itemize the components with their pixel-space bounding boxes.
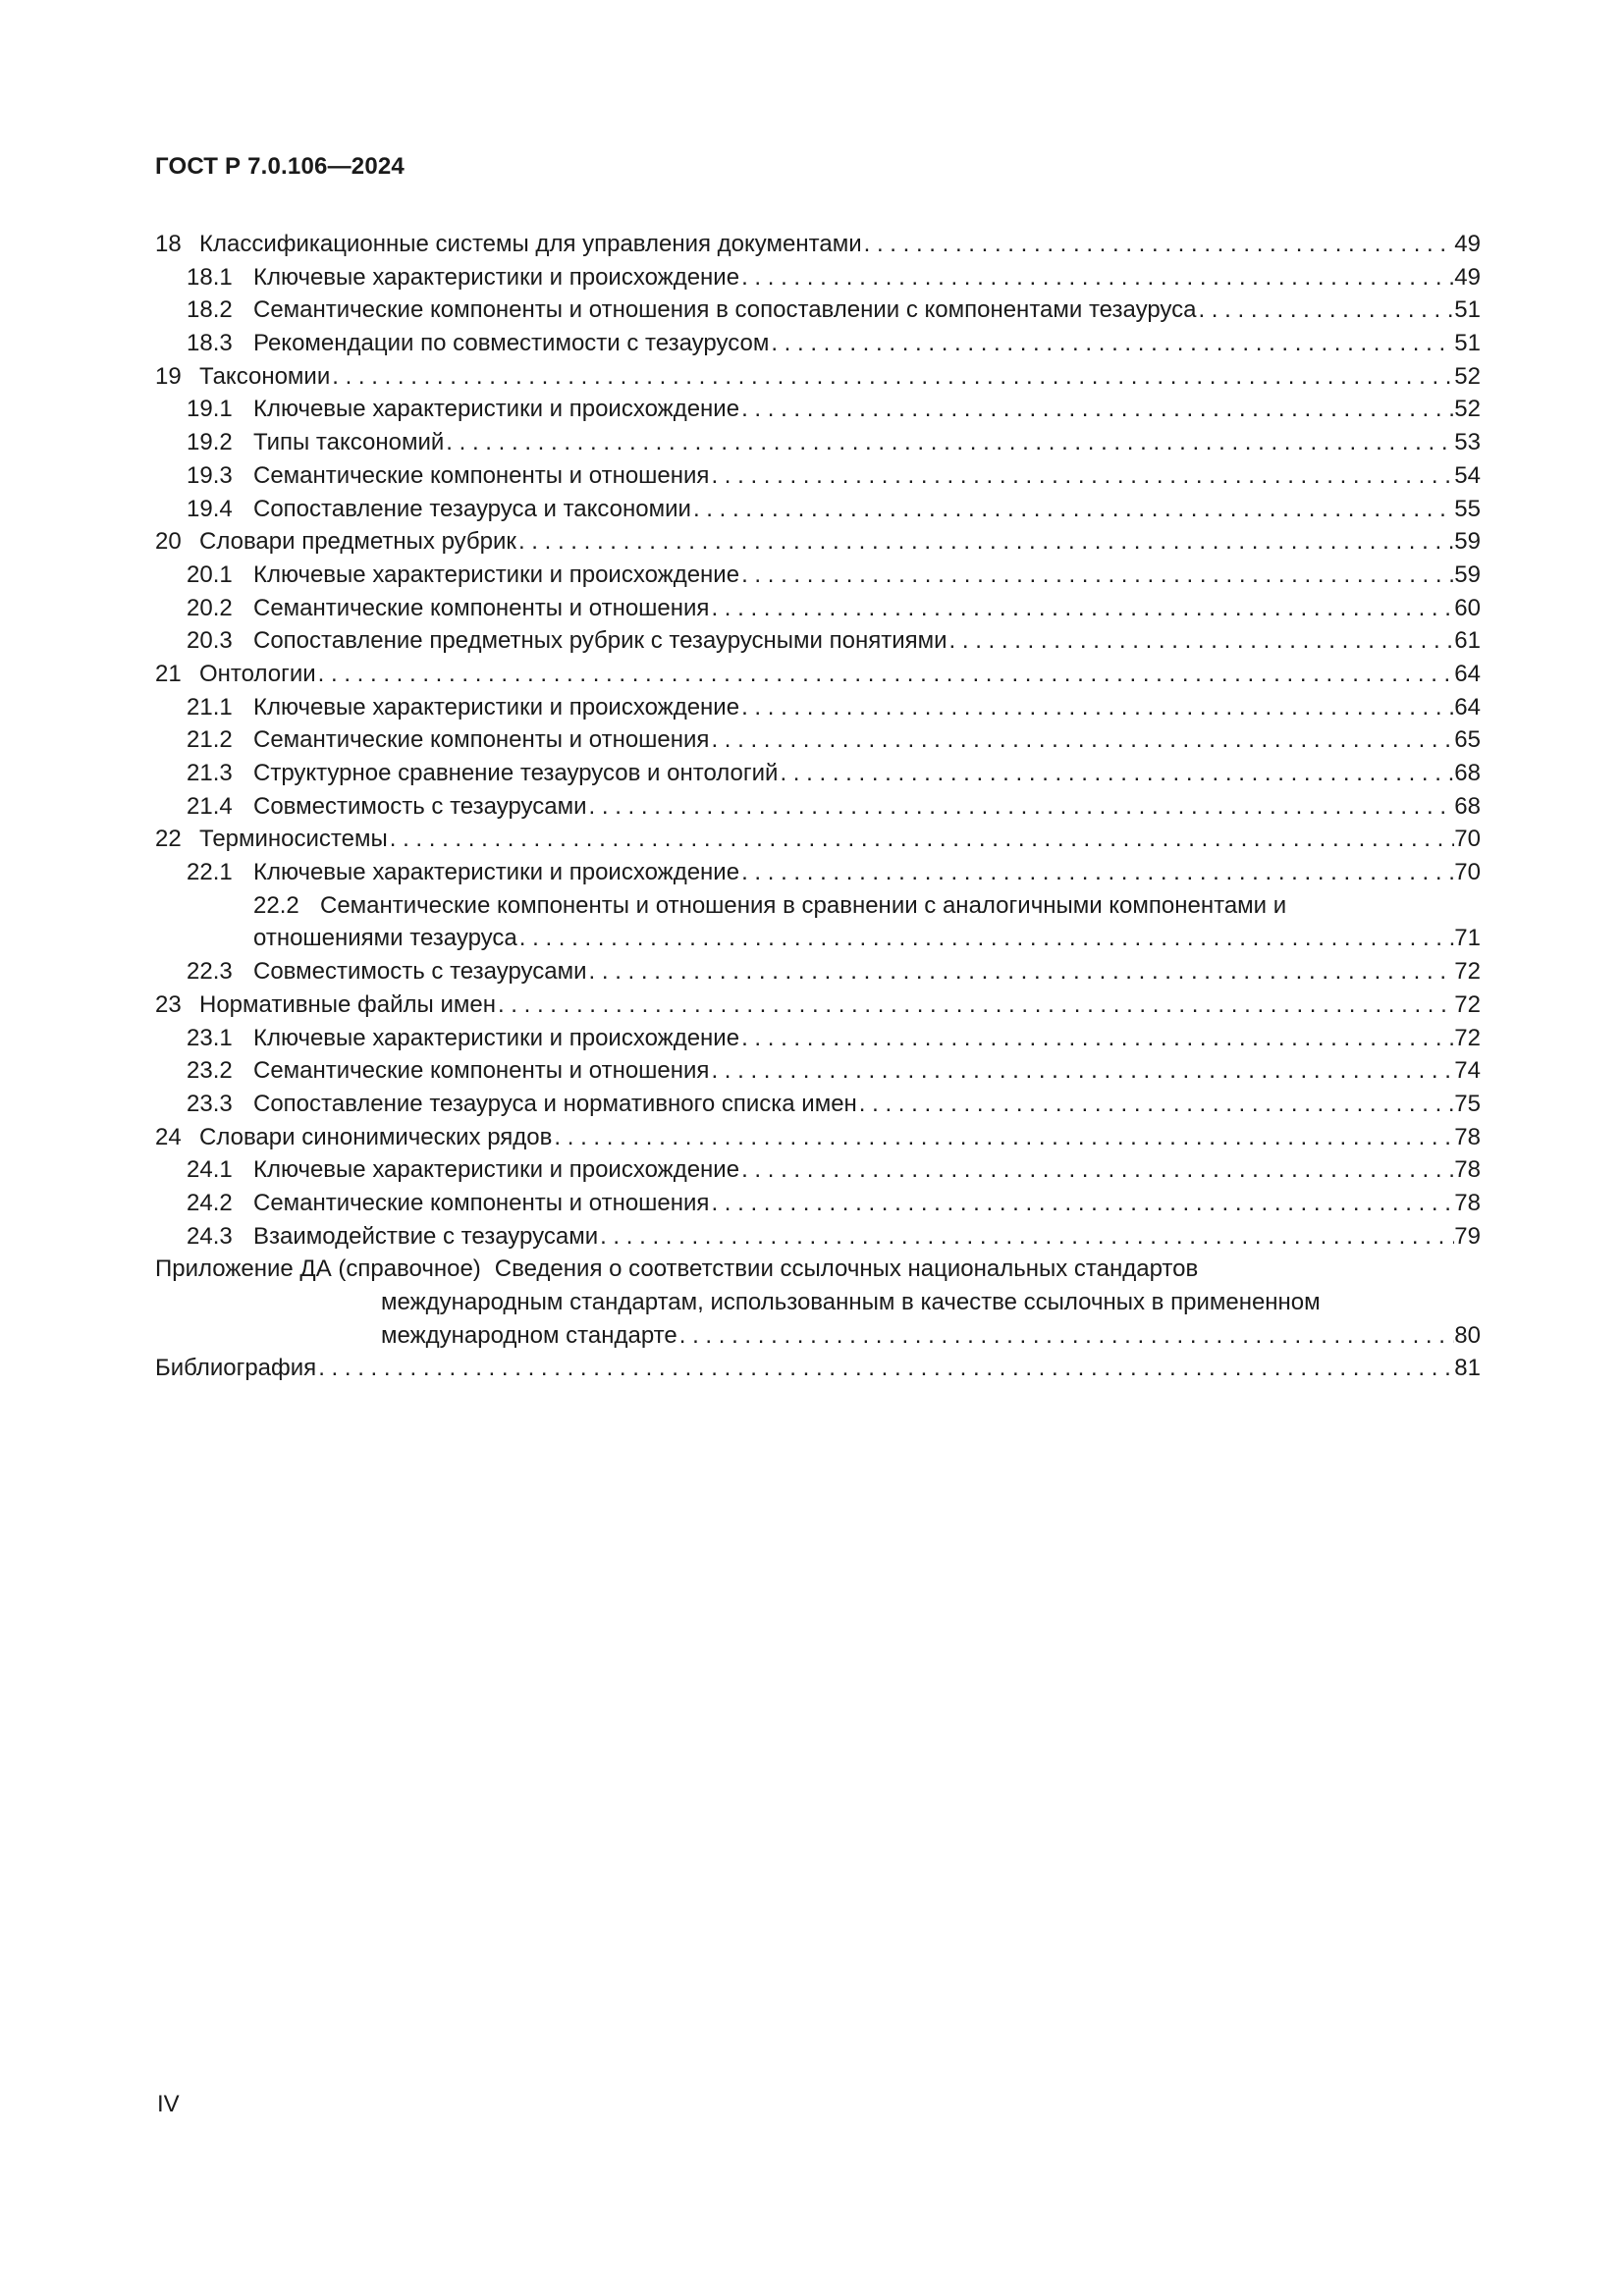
dot-leader xyxy=(598,1220,1454,1254)
dot-leader xyxy=(388,823,1455,856)
toc-entry-number: 23.3 xyxy=(187,1090,233,1117)
dot-leader xyxy=(517,922,1455,955)
toc-entry-title: Ключевые характеристики и происхождение xyxy=(253,693,740,721)
dot-leader xyxy=(739,691,1454,724)
toc-entry-title: Семантические компоненты и отношения xyxy=(253,726,710,754)
toc-entry-number: 19.2 xyxy=(187,429,233,456)
dot-leader xyxy=(862,228,1455,261)
dot-leader xyxy=(739,559,1454,592)
toc-entry-page: 72 xyxy=(1454,958,1481,986)
toc-entry-page: 54 xyxy=(1454,461,1481,489)
toc-entry-title: Ключевые характеристики и происхождение xyxy=(253,1156,740,1184)
toc-entry-number: 24.2 xyxy=(187,1189,233,1216)
toc-entry-18-1[interactable] xyxy=(155,261,1481,294)
toc-entry-title: Терминосистемы xyxy=(199,826,388,853)
toc-entry-title: Словари предметных рубрик xyxy=(199,528,516,556)
toc-entry-20-3[interactable] xyxy=(155,624,1481,658)
toc-entry-title: Таксономии xyxy=(199,362,331,390)
toc-entry-title: Словари синонимических рядов xyxy=(199,1123,553,1150)
toc-entry-23[interactable] xyxy=(155,988,1481,1022)
toc-entry-title: Семантические компоненты и отношения в сопоставлении с компонентами тезауруса xyxy=(253,296,1197,324)
toc-entry-page: 72 xyxy=(1454,1024,1481,1051)
toc-entry-title: Рекомендации по совместимости с тезаурусом xyxy=(253,330,770,357)
toc-entry-number: 20 xyxy=(155,528,182,556)
toc-entry-number: 18.2 xyxy=(187,296,233,324)
toc-entry-number: 23.2 xyxy=(187,1057,233,1085)
dot-leader xyxy=(769,327,1454,360)
toc-entry-page: 74 xyxy=(1454,1057,1481,1085)
dot-leader xyxy=(709,592,1454,625)
toc-entry-title: Структурное сравнение тезаурусов и онтологий xyxy=(253,760,779,786)
toc-entry-23-3[interactable] xyxy=(155,1088,1481,1121)
toc-entry-title: Ключевые характеристики и происхождение xyxy=(253,859,740,886)
toc-entry-page: 78 xyxy=(1454,1156,1481,1184)
toc-entry-21-4[interactable] xyxy=(155,790,1481,824)
toc-entry-18-2[interactable] xyxy=(155,294,1481,327)
dot-leader xyxy=(739,1153,1454,1187)
toc-entry-page: 51 xyxy=(1454,296,1481,324)
toc-entry-title: Ключевые характеристики и происхождение xyxy=(253,263,740,291)
toc-entry-title: Ключевые характеристики и происхождение xyxy=(253,561,740,588)
toc-entry-number: 22 xyxy=(155,826,182,853)
toc-entry-number: 24.1 xyxy=(187,1156,233,1184)
toc-entry-page: 53 xyxy=(1454,429,1481,456)
dot-leader xyxy=(587,790,1455,824)
toc-entry-page: 61 xyxy=(1454,627,1481,655)
toc-entry-page: 64 xyxy=(1454,693,1481,721)
toc-entry-20-2[interactable] xyxy=(155,592,1481,625)
toc-entry-24[interactable] xyxy=(155,1121,1481,1154)
toc-entry-page: 49 xyxy=(1454,263,1481,291)
toc-entry-title: Классификационные системы для управления документами xyxy=(199,231,862,257)
toc-entry-number: 22.2 xyxy=(253,891,299,919)
dot-leader xyxy=(947,624,1455,658)
toc-entry-20[interactable] xyxy=(155,525,1481,559)
toc-entry-title: Взаимодействие с тезаурусами xyxy=(253,1222,599,1250)
dot-leader xyxy=(516,525,1454,559)
toc-entry-page: 52 xyxy=(1454,362,1481,390)
dot-leader xyxy=(739,261,1454,294)
toc-entry-20-1[interactable] xyxy=(155,559,1481,592)
toc-entry-24-1[interactable] xyxy=(155,1153,1481,1187)
toc-entry-21-1[interactable] xyxy=(155,691,1481,724)
toc-entry-19-3[interactable] xyxy=(155,459,1481,493)
toc-entry-title: Нормативные файлы имен xyxy=(199,990,496,1018)
table-of-contents xyxy=(155,228,1481,1385)
toc-entry-page: 72 xyxy=(1454,990,1481,1018)
toc-entry-24-2[interactable] xyxy=(155,1187,1481,1220)
dot-leader xyxy=(587,955,1455,988)
toc-entry-page: 78 xyxy=(1454,1189,1481,1216)
dot-leader xyxy=(739,1022,1454,1055)
dot-leader xyxy=(691,493,1454,526)
toc-entry-title: Сопоставление предметных рубрик с тезаурусными понятиями xyxy=(253,627,947,655)
page-number: IV xyxy=(157,2091,180,2117)
toc-entry-page: 80 xyxy=(1454,1321,1481,1349)
dot-leader xyxy=(677,1319,1455,1353)
toc-entry-19-2[interactable] xyxy=(155,426,1481,459)
toc-entry-title: Семантические компоненты и отношения xyxy=(253,1057,710,1085)
toc-entry-22[interactable] xyxy=(155,823,1481,856)
toc-entry-page: 59 xyxy=(1454,561,1481,588)
dot-leader xyxy=(316,658,1455,691)
toc-block-2 xyxy=(155,955,1481,1253)
toc-entry-number: 20.3 xyxy=(187,627,233,655)
toc-entry-number: 24.3 xyxy=(187,1222,233,1250)
toc-entry-page: 59 xyxy=(1454,528,1481,556)
toc-entry-24-3[interactable] xyxy=(155,1220,1481,1254)
toc-entry-number: 22.3 xyxy=(187,958,233,986)
toc-entry-number: 23.1 xyxy=(187,1024,233,1051)
toc-entry-number: 21.1 xyxy=(187,693,233,721)
toc-entry-number: 21 xyxy=(155,660,182,687)
toc-entry-page: 78 xyxy=(1454,1123,1481,1150)
dot-leader xyxy=(739,856,1454,889)
toc-entry-bibliography[interactable] xyxy=(155,1352,1481,1385)
toc-entry-number: 19.3 xyxy=(187,461,233,489)
toc-entry-19-1[interactable] xyxy=(155,393,1481,426)
toc-entry-number: 18 xyxy=(155,231,182,257)
toc-entry-appendix[interactable] xyxy=(155,1253,1481,1352)
toc-entry-number: 18.3 xyxy=(187,330,233,357)
toc-entry-title: Совместимость с тезаурусами xyxy=(253,958,587,986)
toc-entry-title: Сопоставление тезауруса и нормативного списка имен xyxy=(253,1090,857,1117)
toc-entry-18-3[interactable] xyxy=(155,327,1481,360)
toc-entry-23-1[interactable] xyxy=(155,1022,1481,1055)
dot-leader xyxy=(709,459,1454,493)
toc-entry-title: Онтологии xyxy=(199,660,316,687)
toc-entry-number: 20.1 xyxy=(187,561,233,588)
appendix-title-line-3: международном стандарте xyxy=(381,1321,677,1349)
appendix-label: Приложение ДА (справочное) xyxy=(155,1255,481,1283)
toc-entry-22-3[interactable] xyxy=(155,955,1481,988)
toc-entry-title: Ключевые характеристики и происхождение xyxy=(253,396,740,423)
toc-entry-19-4[interactable] xyxy=(155,493,1481,526)
toc-entry-page: 79 xyxy=(1454,1222,1481,1250)
toc-entry-page: 68 xyxy=(1454,760,1481,786)
toc-entry-22-2[interactable] xyxy=(155,889,1481,955)
dot-leader xyxy=(709,1187,1454,1220)
toc-entry-18[interactable] xyxy=(155,228,1481,261)
toc-entry-title-continuation: отношениями тезауруса xyxy=(253,925,517,952)
toc-entry-number: 20.2 xyxy=(187,594,233,621)
toc-entry-title: Семантические компоненты и отношения xyxy=(253,1189,710,1216)
toc-entry-page: 49 xyxy=(1454,231,1481,257)
toc-entry-title: Сопоставление тезауруса и таксономии xyxy=(253,495,691,522)
toc-entry-21-2[interactable] xyxy=(155,723,1481,757)
dot-leader xyxy=(857,1088,1455,1121)
toc-entry-page: 51 xyxy=(1454,330,1481,357)
dot-leader xyxy=(709,723,1454,757)
toc-entry-number: 19 xyxy=(155,362,182,390)
toc-entry-page: 70 xyxy=(1454,859,1481,886)
toc-entry-title: Библиография xyxy=(155,1355,317,1382)
toc-entry-page: 64 xyxy=(1454,660,1481,687)
dot-leader xyxy=(778,757,1454,790)
toc-entry-number: 22.1 xyxy=(187,859,233,886)
dot-leader xyxy=(316,1352,1454,1385)
dot-leader xyxy=(552,1121,1454,1154)
toc-entry-title: Совместимость с тезаурусами xyxy=(253,792,587,820)
toc-entry-title: Семантические компоненты и отношения xyxy=(253,594,710,621)
toc-entry-page: 55 xyxy=(1454,495,1481,522)
appendix-title-line-2: международным стандартам, использованным в качестве ссылочных в примененном xyxy=(381,1289,1321,1315)
dot-leader xyxy=(709,1054,1454,1088)
dot-leader xyxy=(739,393,1454,426)
toc-entry-title: Семантические компоненты и отношения в сравнении с аналогичными компонентами и xyxy=(320,891,1287,919)
toc-entry-page: 81 xyxy=(1454,1355,1481,1382)
dot-leader xyxy=(444,426,1454,459)
toc-entry-number: 21.2 xyxy=(187,726,233,754)
toc-entry-number: 24 xyxy=(155,1123,182,1150)
toc-entry-page: 60 xyxy=(1454,594,1481,621)
toc-entry-number: 21.3 xyxy=(187,760,233,786)
document-code: ГОСТ Р 7.0.106—2024 xyxy=(155,153,405,180)
toc-entry-number: 19.4 xyxy=(187,495,233,522)
toc-entry-number: 18.1 xyxy=(187,263,233,291)
toc-entry-page: 68 xyxy=(1454,792,1481,820)
toc-entry-title: Ключевые характеристики и происхождение xyxy=(253,1024,740,1051)
dot-leader xyxy=(496,988,1454,1022)
toc-entry-page: 65 xyxy=(1454,726,1481,754)
toc-entry-number: 19.1 xyxy=(187,396,233,423)
toc-entry-title: Семантические компоненты и отношения xyxy=(253,461,710,489)
toc-entry-21[interactable] xyxy=(155,658,1481,691)
toc-entry-23-2[interactable] xyxy=(155,1054,1481,1088)
toc-entry-page: 71 xyxy=(1454,925,1481,952)
toc-entry-page: 70 xyxy=(1454,826,1481,853)
dot-leader xyxy=(1196,294,1454,327)
appendix-title-line-1: Сведения о соответствии ссылочных национальных стандартов xyxy=(494,1255,1199,1283)
toc-block-1 xyxy=(155,228,1481,889)
toc-entry-19[interactable] xyxy=(155,360,1481,394)
toc-entry-page: 52 xyxy=(1454,396,1481,423)
toc-entry-21-3[interactable] xyxy=(155,757,1481,790)
toc-entry-number: 23 xyxy=(155,990,182,1018)
dot-leader xyxy=(330,360,1454,394)
toc-entry-22-1[interactable] xyxy=(155,856,1481,889)
toc-entry-title: Типы таксономий xyxy=(253,429,445,456)
toc-entry-page: 75 xyxy=(1454,1090,1481,1117)
toc-entry-number: 21.4 xyxy=(187,792,233,820)
